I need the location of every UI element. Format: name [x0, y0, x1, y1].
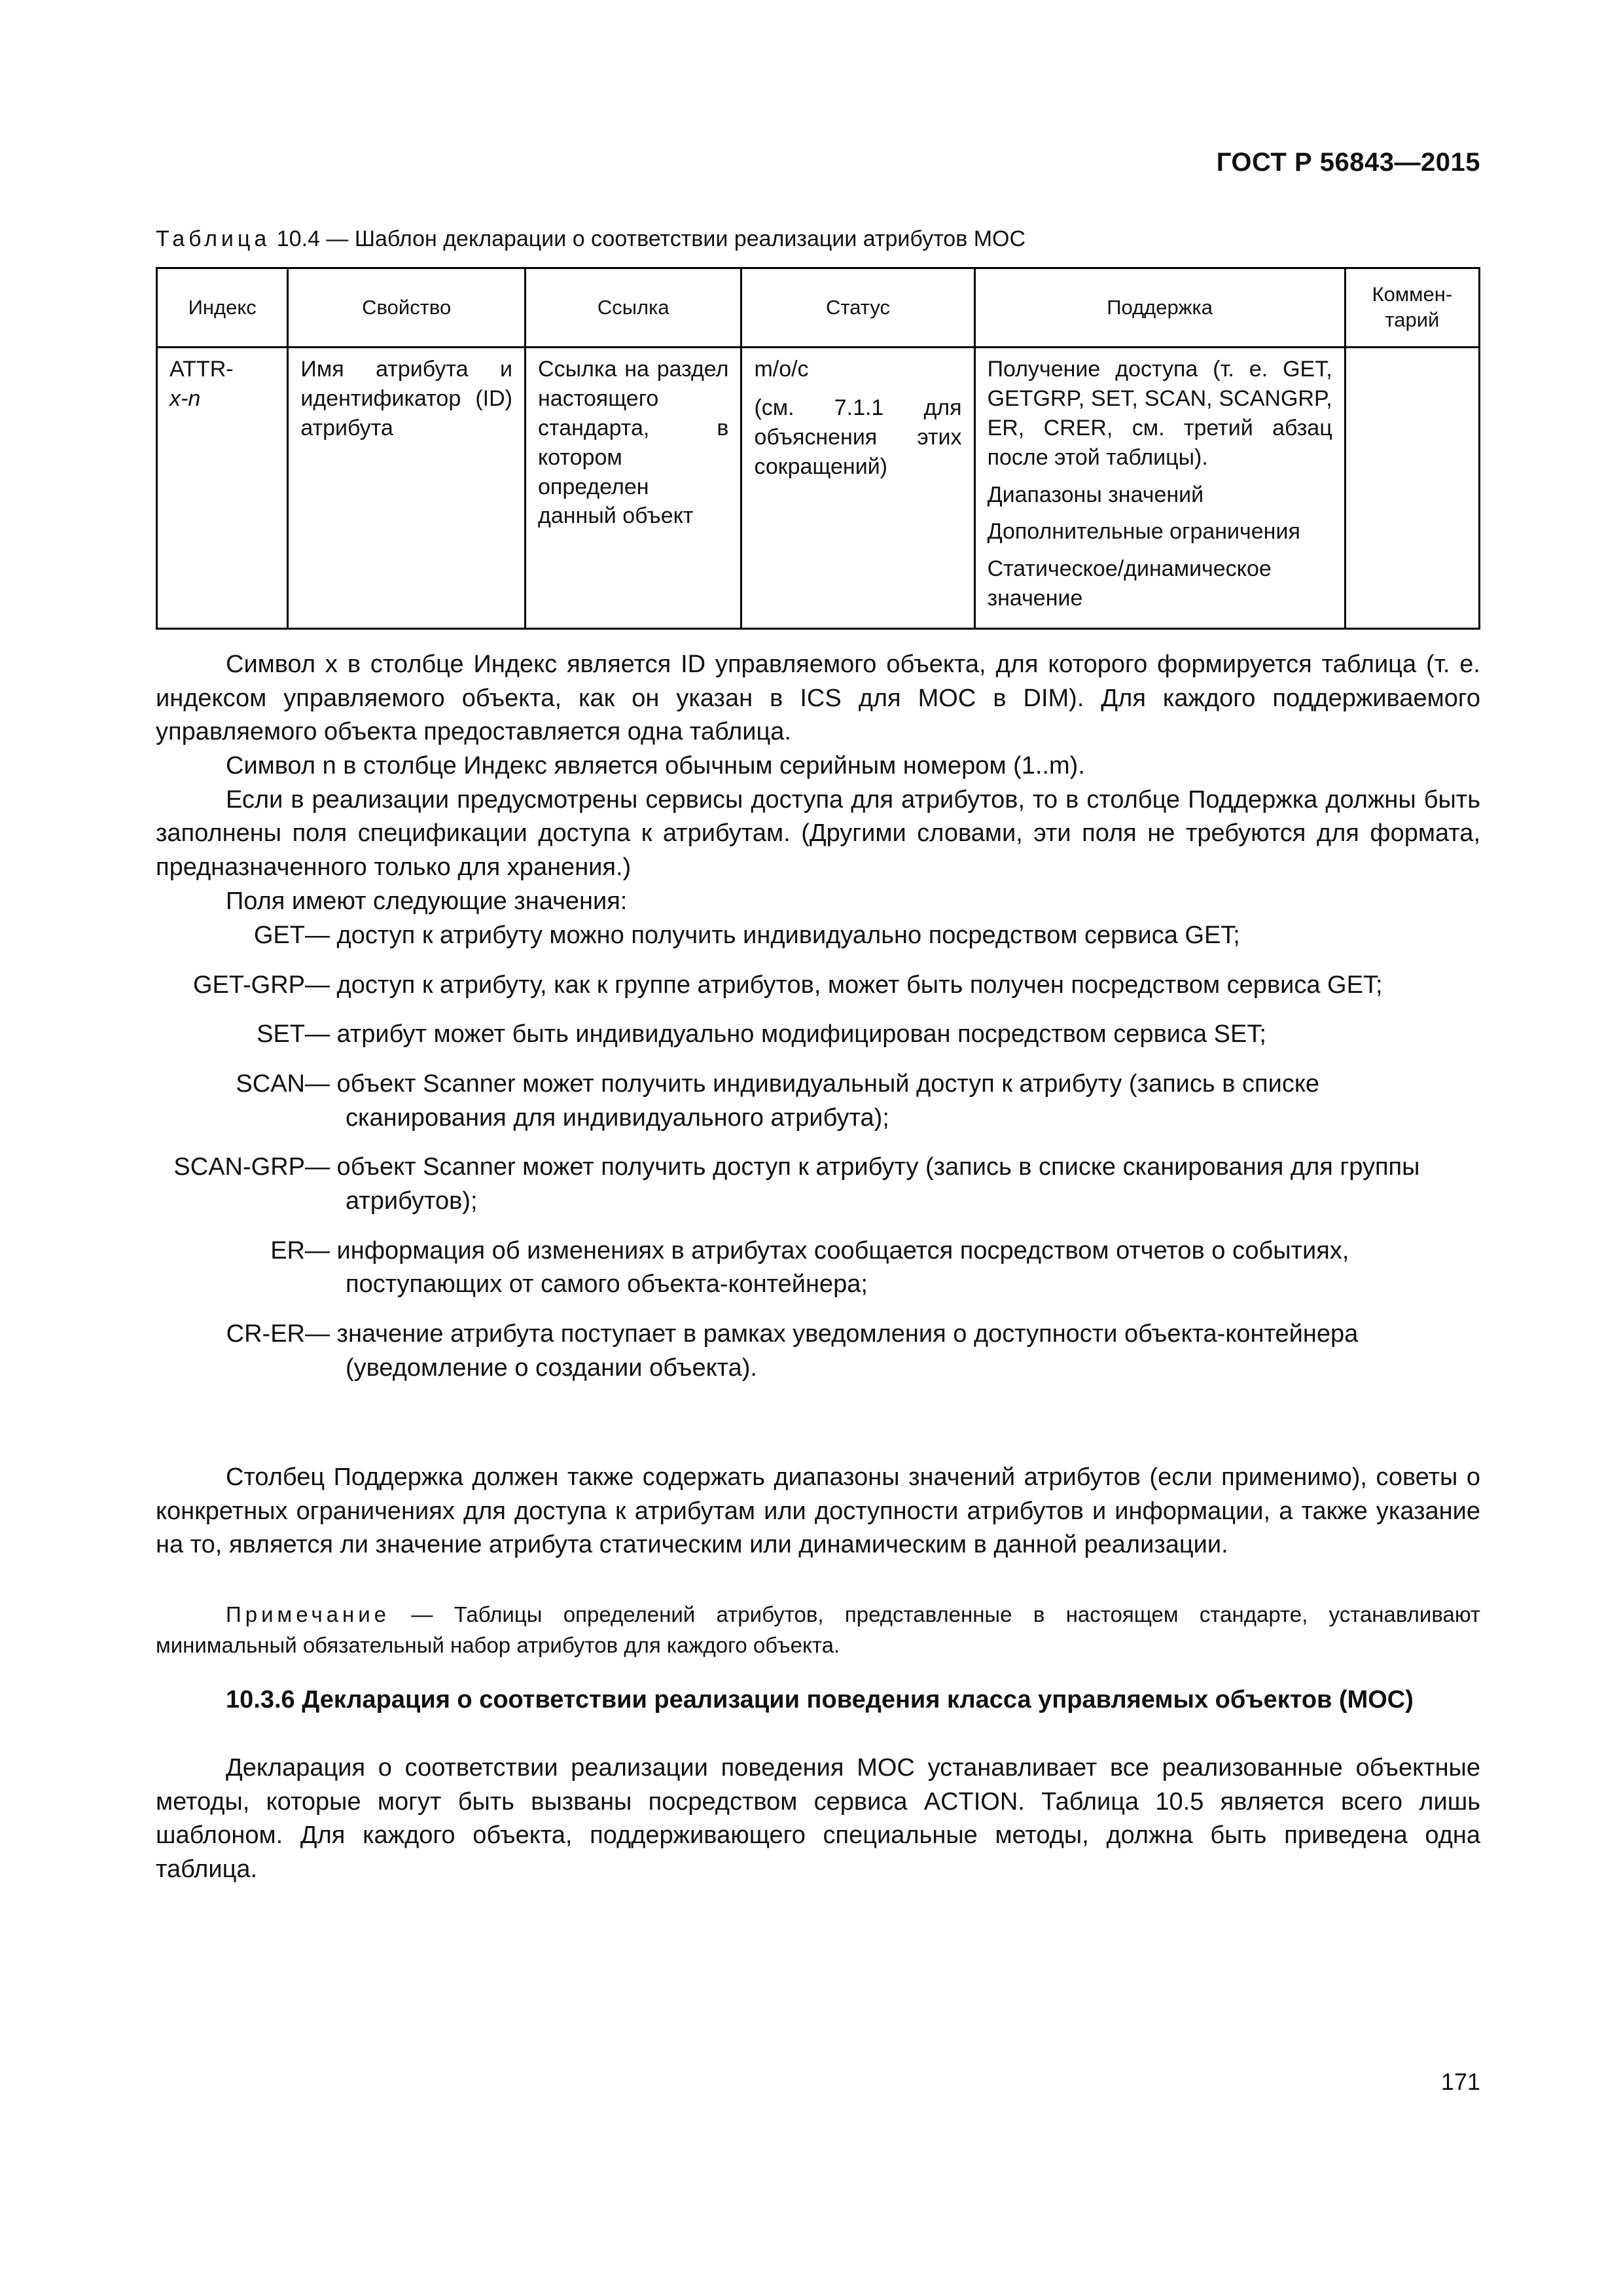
definition-desc: — значение атрибута поступает в рамках уведомления о доступности объекта-контейнера (уведомление о создании объекта). — [305, 1320, 1359, 1382]
after-definitions-paragraph — [156, 1461, 1480, 1562]
header-cell-status: Статус — [741, 268, 974, 348]
definition-desc: — объект Scanner может получить индивидуальный доступ к атрибуту (запись в списке сканирования для индивидуального атрибута); — [305, 1070, 1320, 1132]
page-number: 171 — [1440, 2068, 1480, 2095]
standard-header: ГОСТ Р 56843—2015 — [1216, 148, 1480, 177]
definition-item — [156, 919, 1480, 953]
note-block — [156, 1600, 1480, 1661]
definition-desc: — информация об изменениях в атрибутах сообщается посредством отчетов о событиях, поступающих от самого объекта-контейнера; — [305, 1236, 1349, 1299]
definition-term: SCAN-GRP — [173, 1153, 305, 1181]
status-line1: m/o/c — [754, 357, 809, 382]
note-paragraph — [156, 1600, 1480, 1661]
cell-support — [974, 348, 1345, 629]
definition-desc: — объект Scanner может получить доступ к атрибуту (запись в списке сканирования для группы атрибутов); — [305, 1153, 1420, 1215]
table-caption-title: — Шаблон декларации о соответствии реализации атрибутов МОС — [326, 226, 1026, 251]
section-heading: 10.3.6 Декларация о соответствии реализации поведения класса управляемых объектов (МОС) — [226, 1686, 1414, 1713]
table-row — [157, 348, 1480, 629]
definitions-list — [156, 919, 1480, 1401]
cell-comment — [1345, 348, 1479, 629]
index-line1: ATTR- — [169, 357, 234, 382]
definition-item — [156, 1018, 1480, 1052]
paragraph-3: Если в реализации предусмотрены сервисы доступа для атрибутов, то в столбце Поддержка должны быть заполнены поля спецификации доступа к атрибутам. (Другими словами, эти поля не требуются для формата, предназначенного только для хранения.) — [156, 785, 1480, 882]
section-paragraph: Декларация о соответствии реализации поведения МОС устанавливает все реализованные объектные методы, которые могут быть вызваны посредством сервиса ACTION. Таблица 10.5 является всего лишь шаблоном. Для каждого объекта, поддерживающего специальные методы, должна быть приведена одна таблица. — [156, 1754, 1480, 1884]
definition-desc: — доступ к атрибуту, как к группе атрибутов, может быть получен посредством сервиса GET; — [305, 971, 1383, 999]
table-header-row — [157, 268, 1480, 348]
definition-item — [156, 1151, 1480, 1218]
comment-header-line1: Коммен- — [1372, 283, 1453, 306]
definition-item — [156, 1067, 1480, 1135]
support-item: Дополнительные ограничения — [987, 519, 1300, 545]
header-cell-support: Поддержка — [974, 268, 1345, 348]
definition-term: GET-GRP — [192, 971, 305, 999]
note-label: Примечание — [226, 1602, 391, 1626]
definition-desc: — доступ к атрибуту можно получить индивидуально посредством сервиса GET; — [305, 922, 1240, 949]
table-caption-number: 10.4 — [276, 226, 320, 251]
definition-term: SET — [257, 1020, 305, 1049]
table-caption — [156, 226, 1026, 252]
definition-term: GET — [253, 922, 305, 949]
note-text: — Таблицы определений атрибутов, представленные в настоящем стандарте, устанавливают минимальный обязательный набор атрибутов для каждого объекта. — [156, 1602, 1480, 1657]
header-cell-index: Индекс — [157, 268, 288, 348]
definition-desc: — атрибут может быть индивидуально модифицирован посредством сервиса SET; — [305, 1020, 1266, 1049]
paragraph-after-defs: Столбец Поддержка должен также содержать диапазоны значений атрибутов (если применимо), советы о конкретных ограничениях для доступа к атрибутам или доступности атрибутов и информации, а также указание на то, является ли значение атрибута статическим или динамическим в данной реализации. — [156, 1463, 1480, 1559]
cell-reference: Ссылка на раздел настоящего стандарта, в котором определен данный объект — [526, 348, 741, 629]
support-item: Статическое/динамическое значение — [987, 556, 1272, 611]
cell-property: Имя атрибута и идентификатор (ID) атрибута — [288, 348, 526, 629]
definition-item — [156, 1318, 1480, 1385]
definition-item — [156, 969, 1480, 1003]
declaration-table — [156, 267, 1480, 630]
paragraph-1: Символ x в столбце Индекс является ID управляемого объекта, для которого формируется таблица (т. е. индексом управляемого объекта, как он указан в ICS для МОС в DIM). Для каждого поддерживаемого управляемого объекта предоставляется одна таблица. — [156, 651, 1480, 746]
definition-term: CR-ER — [226, 1320, 305, 1348]
definition-term: SCAN — [236, 1070, 305, 1098]
index-line2: x-n — [169, 386, 201, 411]
comment-header-line2: тарий — [1385, 308, 1440, 331]
support-item: Получение доступа (т. е. GET, GETGRP, SET, SCAN, SCANGRP, ER, CRER, см. третий абзац после этой таблицы). — [987, 357, 1332, 470]
section-body — [156, 1751, 1480, 1887]
support-item: Диапазоны значений — [987, 482, 1204, 507]
status-line2: (см. 7.1.1 для объяснения этих сокращений) — [754, 395, 962, 479]
definition-item — [156, 1234, 1480, 1302]
intro-paragraphs — [156, 648, 1480, 918]
header-cell-comment — [1345, 268, 1479, 348]
paragraph-2: Символ n в столбце Индекс является обычным серийным номером (1..m). — [226, 752, 1085, 780]
paragraph-4: Поля имеют следующие значения: — [226, 887, 628, 915]
cell-status — [741, 348, 974, 629]
definition-term: ER — [270, 1236, 305, 1265]
cell-index — [157, 348, 288, 629]
header-cell-reference: Ссылка — [526, 268, 741, 348]
table-caption-prefix: Таблица — [156, 226, 271, 251]
header-cell-property: Свойство — [288, 268, 526, 348]
